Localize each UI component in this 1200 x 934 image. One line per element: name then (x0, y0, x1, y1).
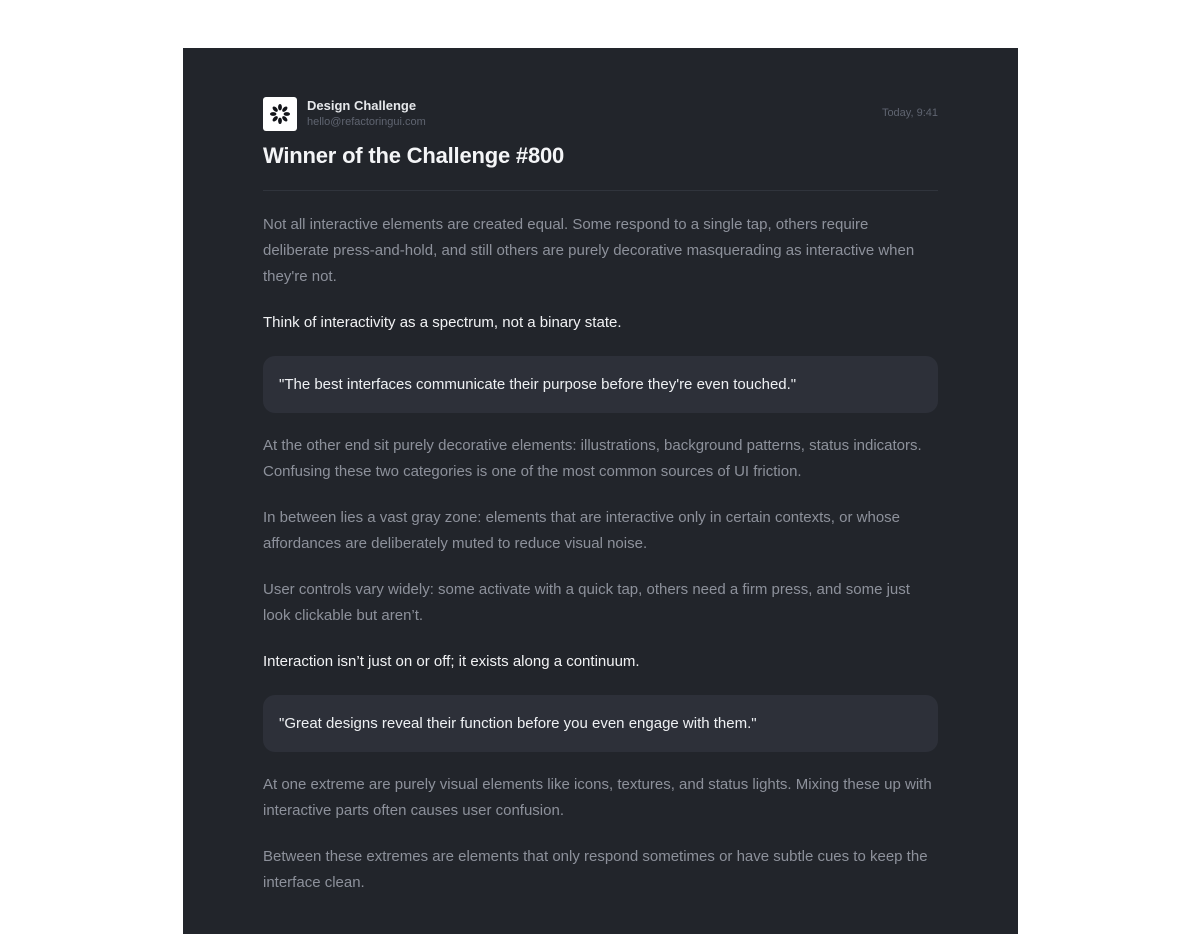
email-body (263, 212, 938, 896)
email-header (263, 96, 938, 130)
asterisk-burst-icon (269, 103, 291, 125)
quote-block: "The best interfaces communicate their purpose before they're even touched." (263, 356, 938, 413)
sender-name: Design Challenge (307, 98, 417, 113)
sender-email[interactable]: hello@refactoringui.com (307, 116, 426, 128)
body-paragraph: In between lies a vast gray zone: elements that are interactive only in certain contexts, or whose affordances are deliberately muted to reduce visual noise. (263, 509, 901, 552)
sender-avatar (263, 97, 297, 131)
quote-block: "Great designs reveal their function before you even engage with them." (263, 695, 938, 752)
email-subject: Winner of the Challenge #800 (263, 143, 565, 168)
body-paragraph: Between these extremes are elements that only respond sometimes or have subtle cues to keep the interface clean. (263, 848, 928, 891)
emphasis-paragraph: Think of interactivity as a spectrum, not a binary state. (263, 314, 622, 331)
sender-info (307, 98, 426, 129)
emphasis-paragraph: Interaction isn’t just on or off; it exists along a continuum. (263, 653, 640, 670)
body-paragraph: At one extreme are purely visual elements like icons, textures, and status lights. Mixing these up with interactive parts often causes user confusion. (263, 776, 932, 819)
header-divider (263, 190, 938, 191)
body-paragraph: Not all interactive elements are created equal. Some respond to a single tap, others require deliberate press-and-hold, and still others are purely decorative masquerading as interactive when they're not. (263, 216, 915, 285)
email-panel (183, 48, 1018, 934)
body-paragraph: User controls vary widely: some activate with a quick tap, others need a firm press, and some just look clickable but aren’t. (263, 581, 910, 624)
email-content (263, 96, 938, 916)
email-timestamp: Today, 9:41 (881, 107, 938, 119)
body-paragraph: At the other end sit purely decorative elements: illustrations, background patterns, status indicators. Confusing these two categories is one of the most common sources of UI friction. (263, 437, 922, 480)
